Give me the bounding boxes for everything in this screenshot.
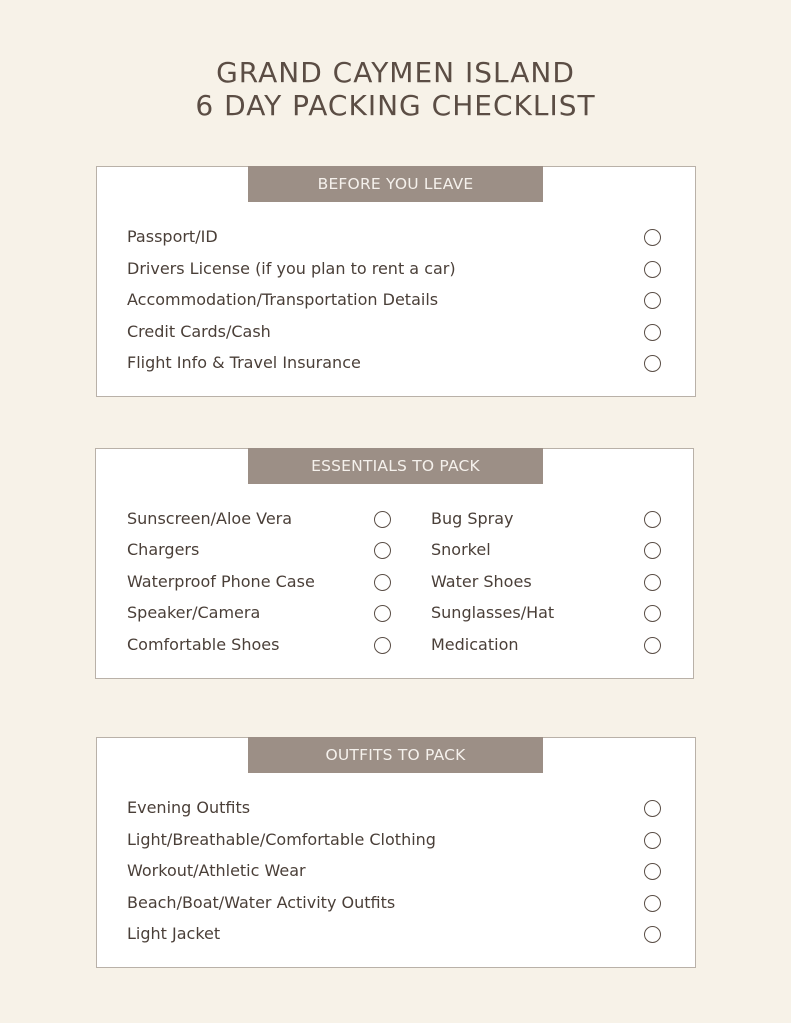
- checkbox-circle[interactable]: [374, 605, 391, 622]
- checklist-item-label: Comfortable Shoes: [127, 635, 280, 654]
- checkbox-circle[interactable]: [374, 511, 391, 528]
- checklist-item-label: Speaker/Camera: [127, 603, 261, 622]
- section-header-outfits: OUTFITS TO PACK: [248, 737, 543, 773]
- checkbox-circle[interactable]: [644, 832, 661, 849]
- checklist-item-label: Bug Spray: [431, 509, 514, 528]
- checkbox-circle[interactable]: [644, 574, 661, 591]
- checklist-item-label: Waterproof Phone Case: [127, 572, 315, 591]
- before-you-leave-section: [96, 166, 696, 397]
- checklist-item-label: Water Shoes: [431, 572, 532, 591]
- checkbox-circle[interactable]: [644, 637, 661, 654]
- checkbox-circle[interactable]: [374, 574, 391, 591]
- checkbox-circle[interactable]: [374, 542, 391, 559]
- section-header-before: BEFORE YOU LEAVE: [248, 166, 543, 202]
- checkbox-circle[interactable]: [644, 511, 661, 528]
- checkbox-circle[interactable]: [644, 895, 661, 912]
- checklist-item-label: Sunscreen/Aloe Vera: [127, 509, 293, 528]
- title-line-1: GRAND CAYMEN ISLAND: [216, 56, 575, 89]
- checkbox-circle[interactable]: [644, 324, 661, 341]
- checkbox-circle[interactable]: [644, 261, 661, 278]
- checklist-item-label: Beach/Boat/Water Activity Outfits: [127, 893, 396, 912]
- checklist-item-label: Snorkel: [431, 540, 491, 559]
- checklist-item-label: Passport/ID: [127, 227, 218, 246]
- checkbox-circle[interactable]: [644, 863, 661, 880]
- checklist-item-label: Drivers License (if you plan to rent a car): [127, 259, 456, 278]
- checklist-item-label: Chargers: [127, 540, 200, 559]
- checklist-item-label: Medication: [431, 635, 519, 654]
- checkbox-circle[interactable]: [644, 542, 661, 559]
- checklist-item-label: Flight Info & Travel Insurance: [127, 353, 361, 372]
- checkbox-circle[interactable]: [374, 637, 391, 654]
- checklist-item-label: Credit Cards/Cash: [127, 322, 271, 341]
- checklist-item-label: Light Jacket: [127, 924, 221, 943]
- checklist-item-label: Accommodation/Transportation Details: [127, 290, 439, 309]
- checkbox-circle[interactable]: [644, 800, 661, 817]
- checkbox-circle[interactable]: [644, 605, 661, 622]
- checklist-item-label: Sunglasses/Hat: [431, 603, 555, 622]
- outfits-section: [96, 737, 696, 968]
- checklist-item-label: Light/Breathable/Comfortable Clothing: [127, 830, 436, 849]
- checkbox-circle[interactable]: [644, 355, 661, 372]
- checkbox-circle[interactable]: [644, 926, 661, 943]
- page-title: [0, 56, 791, 122]
- title-line-2: 6 DAY PACKING CHECKLIST: [195, 89, 596, 122]
- checkbox-circle[interactable]: [644, 229, 661, 246]
- checklist-item-label: Workout/Athletic Wear: [127, 861, 306, 880]
- section-header-essentials: ESSENTIALS TO PACK: [248, 448, 543, 484]
- checklist-item-label: Evening Outfits: [127, 798, 251, 817]
- checkbox-circle[interactable]: [644, 292, 661, 309]
- essentials-section: [95, 448, 694, 679]
